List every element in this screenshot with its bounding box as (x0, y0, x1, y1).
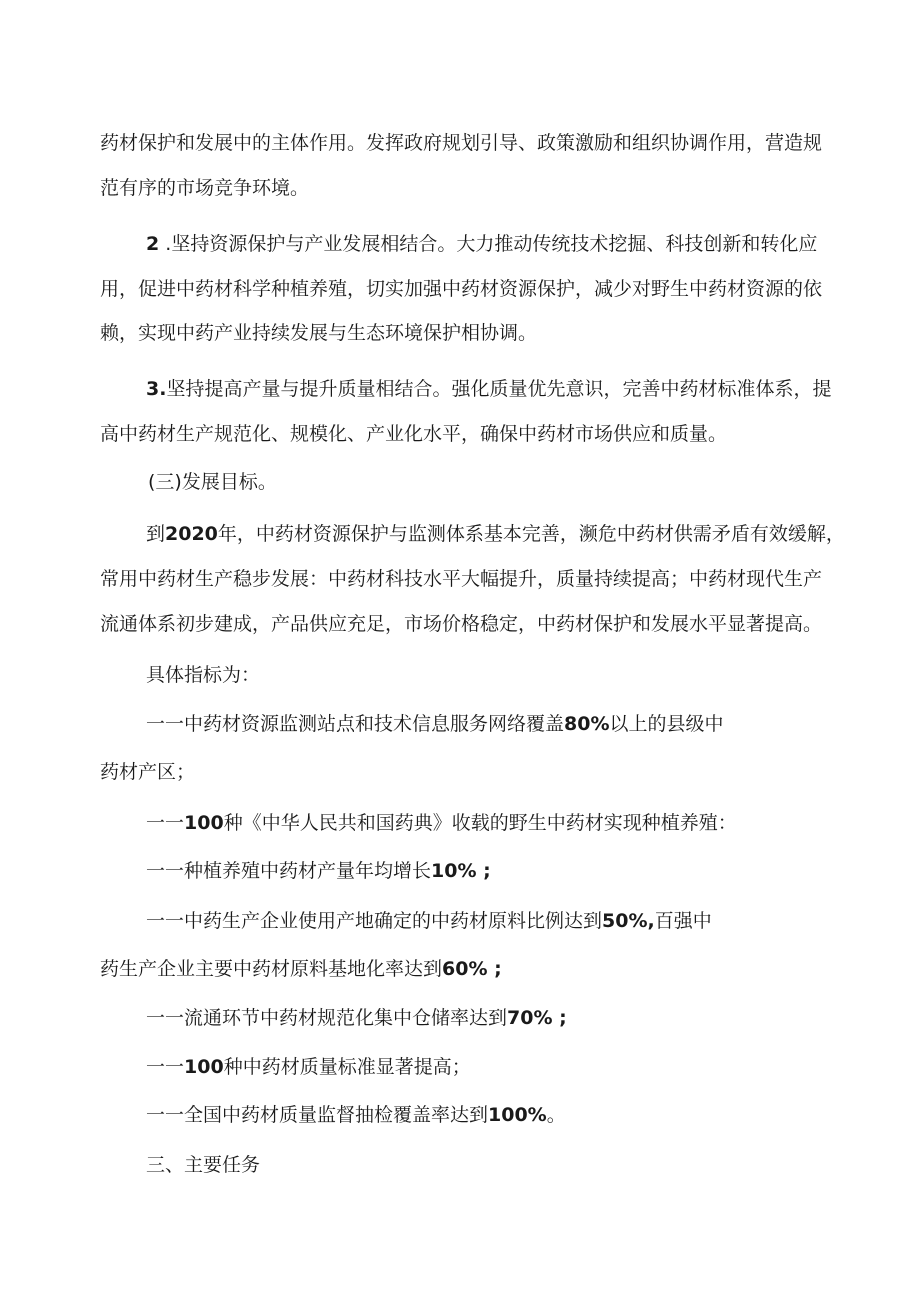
text: 一一中药材资源监测站点和技术信息服务网络覆盖 (146, 713, 565, 735)
text: 药材产区； (100, 761, 196, 783)
indicator-item (146, 712, 920, 736)
text: 年，中药材资源保护与监测体系基本完善，濒危中药材供需矛盾有效缓解， (217, 523, 845, 545)
text: .坚持资源保护与产业发展相结合。大力推动传统技术挖掘、科技创新和转化应 (159, 233, 818, 255)
paragraph-line (146, 522, 920, 546)
text: 用，促进中药材科学种植养殖，切实加强中药材资源保护，减少对野生中药材资源的依 (100, 278, 823, 300)
indicator-item (146, 1055, 920, 1079)
paragraph-line (100, 422, 920, 446)
paragraph-line (100, 277, 920, 301)
text: 常用中药材生产稳步发展：中药材科技水平大幅提升，质量持续提高；中药材现代生产 (100, 568, 823, 590)
text: 三、主要任务 (146, 1154, 261, 1176)
text: 以上的县级中 (609, 713, 724, 735)
text: 种《中华人民共和国药典》收载的野生中药材实现种植养殖： (223, 812, 737, 834)
paragraph-line (100, 567, 920, 591)
text: 一一中药生产企业使用产地确定的中药材原料比例达到 (146, 910, 603, 932)
list-number: 3. (146, 378, 167, 400)
indicator-item-cont (100, 957, 920, 981)
paragraph-line (100, 612, 920, 636)
text: 赖，实现中药产业持续发展与生态环境保护相协调。 (100, 322, 538, 344)
indicators-intro (146, 663, 920, 687)
text: 药材保护和发展中的主体作用。发挥政府规划引导、政策激励和组织协调作用，营造规 (100, 132, 823, 154)
year: 2020 (165, 523, 218, 545)
section-heading (146, 1153, 920, 1177)
subheading-goal (148, 470, 920, 494)
indicator-item (146, 811, 920, 835)
indicator-item (146, 1103, 920, 1127)
value: 10% ; (431, 860, 491, 882)
text: 。 (546, 1104, 566, 1126)
text: 一一 (146, 1056, 185, 1078)
value: 100% (488, 1104, 547, 1126)
indicator-item (146, 1006, 920, 1030)
paragraph-line (100, 131, 920, 155)
text: 具体指标为： (146, 664, 261, 686)
value: 100 (184, 812, 224, 834)
text: 种中药材质量标准显著提高； (223, 1056, 471, 1078)
paragraph-line (146, 232, 920, 256)
value: 100 (184, 1056, 224, 1078)
paragraph-line (146, 377, 920, 401)
text: 一一种植养殖中药材产量年均增长 (146, 860, 432, 882)
text: 坚持提高产量与提升质量相结合。强化质量优先意识，完善中药材标准体系，提 (166, 378, 832, 400)
value: 50%, (602, 910, 655, 932)
indicator-item (146, 909, 920, 933)
text: 范有序的市场竞争环境。 (100, 177, 310, 199)
text: 药生产企业主要中药材原料基地化率达到 (100, 958, 443, 980)
list-number: 2 (146, 233, 160, 255)
text: 百强中 (654, 910, 712, 932)
value: 80% (564, 713, 610, 735)
value: 60% ; (442, 958, 502, 980)
indicator-item-cont (100, 760, 920, 784)
text: 一一流通环节中药材规范化集中仓储率达到 (146, 1007, 508, 1029)
text: 到 (146, 523, 166, 545)
text: 高中药材生产规范化、规模化、产业化水平，确保中药材市场供应和质量。 (100, 423, 728, 445)
text: 一一全国中药材质量监督抽检覆盖率达到 (146, 1104, 489, 1126)
value: 70% ; (507, 1007, 567, 1029)
text: (三)发展目标。 (148, 471, 277, 493)
indicator-item (146, 859, 920, 883)
paragraph-line (100, 176, 920, 200)
text: 一一 (146, 812, 185, 834)
paragraph-line (100, 321, 920, 345)
text: 流通体系初步建成，产品供应充足，市场价格稳定，中药材保护和发展水平显著提高。 (100, 613, 823, 635)
